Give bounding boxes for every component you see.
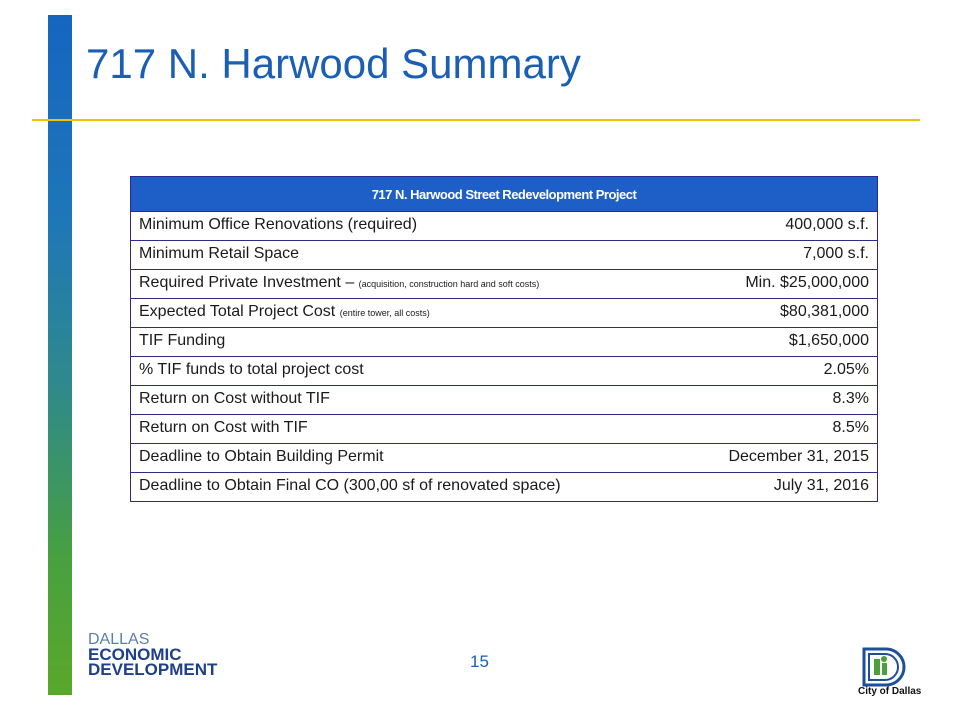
table-row xyxy=(131,241,878,270)
table-row xyxy=(131,270,878,299)
table-header: 717 N. Harwood Street Redevelopment Project xyxy=(131,177,878,212)
row-label-text: Deadline to Obtain Final CO (300,00 sf of renovated space) xyxy=(139,477,561,494)
row-label-text: Deadline to Obtain Building Permit xyxy=(139,448,384,465)
logo-line-dallas: DALLAS xyxy=(88,631,150,648)
row-value: $1,650,000 xyxy=(667,328,878,357)
table-header-row xyxy=(131,177,878,212)
row-label xyxy=(131,270,668,299)
slide-number: 15 xyxy=(470,652,489,671)
row-value: Min. $25,000,000 xyxy=(667,270,878,299)
row-label xyxy=(131,299,668,328)
logo-line-development: DEVELOPMENT xyxy=(88,660,218,679)
table-row xyxy=(131,444,878,473)
row-value: December 31, 2015 xyxy=(667,444,878,473)
row-label xyxy=(131,212,668,241)
row-value: 8.5% xyxy=(667,415,878,444)
row-label xyxy=(131,386,668,415)
row-value: $80,381,000 xyxy=(667,299,878,328)
city-of-dallas-label: City of Dallas xyxy=(858,686,922,697)
table-row xyxy=(131,328,878,357)
row-label xyxy=(131,241,668,270)
row-value: 8.3% xyxy=(667,386,878,415)
table-row xyxy=(131,386,878,415)
row-value: July 31, 2016 xyxy=(667,473,878,502)
table-row xyxy=(131,415,878,444)
row-label xyxy=(131,473,668,502)
row-label xyxy=(131,444,668,473)
row-label-text: Required Private Investment – xyxy=(139,274,359,291)
row-value: 400,000 s.f. xyxy=(667,212,878,241)
row-label-note: (entire tower, all costs) xyxy=(339,308,430,318)
row-label-text: Return on Cost with TIF xyxy=(139,419,308,436)
page-title: 717 N. Harwood Summary xyxy=(86,40,581,87)
row-label-text: TIF Funding xyxy=(139,332,226,349)
row-label-text: % TIF funds to total project cost xyxy=(139,361,364,378)
table-row xyxy=(131,473,878,502)
row-label-text: Return on Cost without TIF xyxy=(139,390,330,407)
row-label-text: Minimum Retail Space xyxy=(139,245,300,262)
side-accent-bar xyxy=(48,15,72,695)
row-value: 7,000 s.f. xyxy=(667,241,878,270)
row-value: 2.05% xyxy=(667,357,878,386)
logo-line-economic: ECONOMIC xyxy=(88,645,182,664)
title-divider xyxy=(32,119,920,121)
table-row xyxy=(131,299,878,328)
row-label-text: Minimum Office Renovations (required) xyxy=(139,216,418,233)
row-label xyxy=(131,415,668,444)
row-label-note: (acquisition, construction hard and soft costs) xyxy=(358,279,540,289)
row-label xyxy=(131,328,668,357)
table-row xyxy=(131,357,878,386)
table-row xyxy=(131,212,878,241)
row-label-text: Expected Total Project Cost xyxy=(139,303,340,320)
summary-table xyxy=(130,176,878,502)
dallas-economic-development-logo xyxy=(88,632,217,677)
row-label xyxy=(131,357,668,386)
